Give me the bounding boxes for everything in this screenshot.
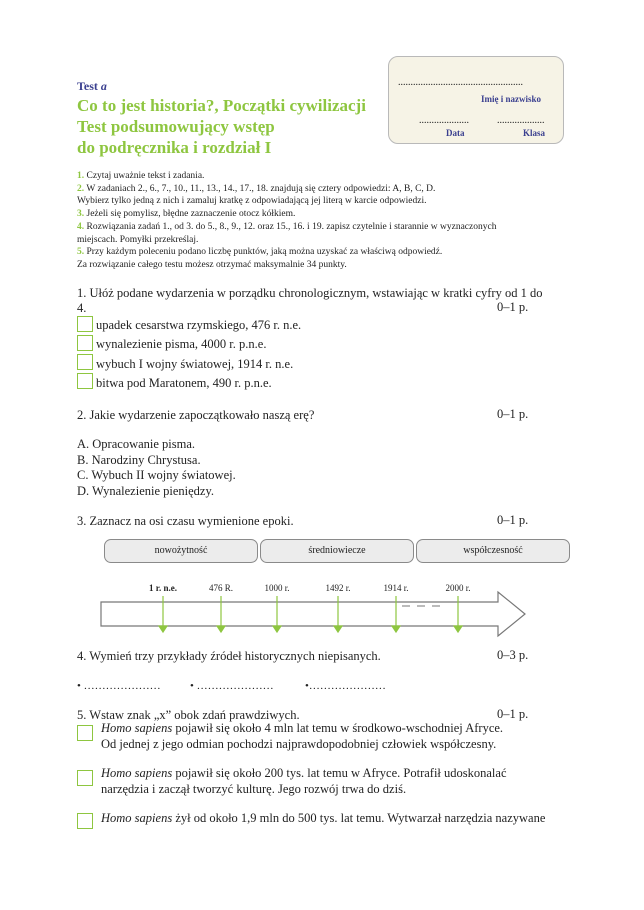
timeline-label-1000: 1000 r. xyxy=(264,583,290,593)
q2-option-d[interactable]: D. Wynalezienie pieniędzy. xyxy=(77,484,215,498)
title-line-1: Co to jest historia?, Początki cywilizacji xyxy=(77,96,366,115)
instruction-line: 4. Rozwiązania zadań 1., od 3. do 5., 8., 9., 12. oraz 15., 16. i 19. zapisz czytelnie i starannie w wyznaczonych xyxy=(77,221,497,232)
tick-2000-head xyxy=(454,626,462,632)
q1-order-box-3[interactable] xyxy=(77,354,93,370)
timeline-ticks xyxy=(150,594,470,634)
timeline-label-1: 1 r. n.e. xyxy=(149,583,177,593)
q1-order-box-4[interactable] xyxy=(77,373,93,389)
q5-statement-3-line1: Homo sapiens żył od około 1,9 mln do 500 tys. lat temu. Wytwarzał narzędzia nazywane xyxy=(101,811,546,825)
name-label: Imię i nazwisko xyxy=(481,94,542,104)
q1-points: 0–1 p. xyxy=(497,300,529,314)
instruction-line: Za rozwiązanie całego testu możesz otrzymać maksymalnie 34 punkty. xyxy=(77,259,347,270)
q1-item-1: upadek cesarstwa rzymskiego, 476 r. n.e. xyxy=(96,318,302,332)
q4-blank-3[interactable]: •………………… xyxy=(305,680,386,692)
student-info-box xyxy=(388,56,564,144)
q5-checkbox-3[interactable] xyxy=(77,813,93,829)
instruction-line: 2. W zadaniach 2., 6., 7., 10., 11., 13., 14., 17., 18. znajdują się cztery odpowiedzi: A, B, C, D. xyxy=(77,183,436,194)
instruction-line: 3. Jeżeli się pomylisz, błędne zaznaczenie otocz kółkiem. xyxy=(77,209,296,220)
instruction-line: 1. Czytaj uważnie tekst i zadania. xyxy=(77,171,205,181)
q1-item-2: wynalezienie pisma, 4000 r. p.n.e. xyxy=(96,337,267,351)
q5-checkbox-2[interactable] xyxy=(77,770,93,786)
epoch-wspolczesnosc[interactable]: współczesność xyxy=(416,539,570,563)
q2-option-c[interactable]: C. Wybuch II wojny światowej. xyxy=(77,468,236,482)
timeline-label-1492: 1492 r. xyxy=(325,583,351,593)
q5-statement-1-line1: Homo sapiens pojawił się około 4 mln lat temu w środkowo-wschodniej Afryce. xyxy=(101,721,504,735)
test-prefix: Test xyxy=(77,79,98,93)
timeline-label-2000: 2000 r. xyxy=(445,583,471,593)
q5-checkbox-1[interactable] xyxy=(77,725,93,741)
title-line-2: Test podsumowujący wstęp xyxy=(77,117,275,136)
name-dots[interactable]: .................................................. xyxy=(398,77,523,88)
epoch-sredniowiecze[interactable]: średniowiecze xyxy=(260,539,414,563)
q1-item-4: bitwa pod Maratonem, 490 r. p.n.e. xyxy=(96,376,272,390)
instruction-line: miejscach. Pomyłki przekreślaj. xyxy=(77,234,199,245)
tick-1492-head xyxy=(334,626,342,632)
q4-points: 0–3 p. xyxy=(497,648,529,662)
tick-1000-head xyxy=(273,626,281,632)
q1-text-line1: 1. Ułóż podane wydarzenia w porządku chronologicznym, wstawiając w kratki cyfry od 1 do xyxy=(77,286,543,300)
instruction-line: Wybierz tylko jedną z nich i zamaluj kratkę z odpowiadającą jej literą w karcie odpowiedzi. xyxy=(77,196,427,207)
q3-points: 0–1 p. xyxy=(497,513,529,527)
q1-order-box-1[interactable] xyxy=(77,316,93,332)
tick-1-head xyxy=(159,626,167,632)
epoch-nowozytnosc[interactable]: nowożytność xyxy=(104,539,258,563)
date-dots[interactable]: .................... xyxy=(419,115,469,126)
q5-text: 5. Wstaw znak „x” obok zdań prawdziwych. xyxy=(77,708,300,722)
q4-blank-1[interactable]: • ………………… xyxy=(77,680,161,692)
timeline-label-476: 476 R. xyxy=(208,583,233,593)
test-variant: a xyxy=(100,79,107,93)
q2-option-a[interactable]: A. Opracowanie pisma. xyxy=(77,437,196,451)
class-dots[interactable]: ................... xyxy=(497,115,545,126)
tick-1914-head xyxy=(392,626,400,632)
q5-points: 0–1 p. xyxy=(497,707,529,721)
q2-points: 0–1 p. xyxy=(497,407,529,421)
q1-order-box-2[interactable] xyxy=(77,335,93,351)
instruction-line: 5. Przy każdym poleceniu podano liczbę punktów, jaką można uzyskać za właściwą odpowiedź. xyxy=(77,247,443,258)
q2-option-b[interactable]: B. Narodziny Chrystusa. xyxy=(77,453,201,467)
q2-text: 2. Jakie wydarzenie zapoczątkowało naszą erę? xyxy=(77,408,315,422)
q5-statement-1-line2: Od jednej z jego odmian pochodzi najprawdopodobniej człowiek współczesny. xyxy=(101,737,497,751)
title-line-3: do podręcznika i rozdział I xyxy=(77,138,272,157)
q5-statement-2-line1: Homo sapiens pojawił się około 200 tys. lat temu w Afryce. Potrafił udoskonalać xyxy=(101,766,507,780)
q1-text-line2: 4. xyxy=(77,301,87,315)
date-label: Data xyxy=(446,128,465,138)
class-label: Klasa xyxy=(523,128,546,138)
q4-blank-2[interactable]: • ………………… xyxy=(190,680,274,692)
timeline-label-1914: 1914 r. xyxy=(383,583,409,593)
tick-476-head xyxy=(217,626,225,632)
q4-text: 4. Wymień trzy przykłady źródeł historycznych niepisanych. xyxy=(77,649,381,663)
instructions xyxy=(77,170,577,272)
q3-text: 3. Zaznacz na osi czasu wymienione epoki. xyxy=(77,514,294,528)
q5-statement-2-line2: narzędzia i zaczął tworzyć kulturę. Jego rozwój trwa do dziś. xyxy=(101,782,407,796)
q1-item-3: wybuch I wojny światowej, 1914 r. n.e. xyxy=(96,357,294,371)
test-label xyxy=(77,79,107,94)
